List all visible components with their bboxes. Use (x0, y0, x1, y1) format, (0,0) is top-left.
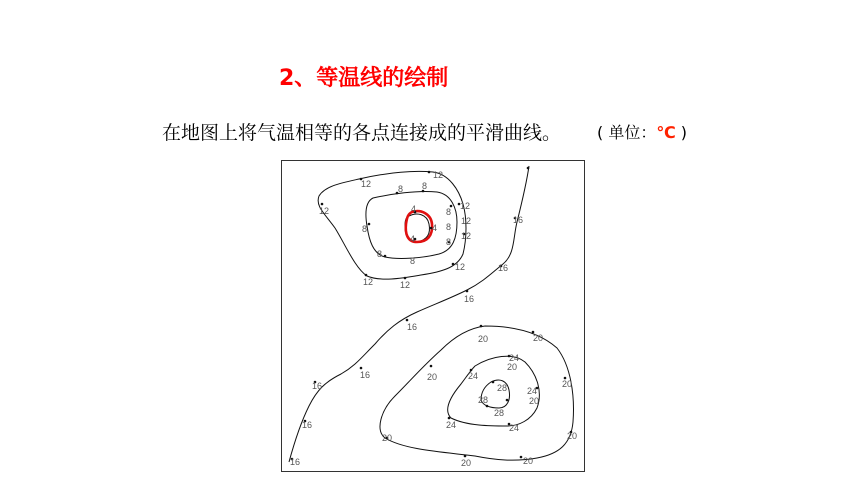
isotherm-label: 12 (363, 277, 374, 287)
unit-suffix: ) (675, 123, 688, 142)
isotherm-label: 12 (319, 206, 330, 216)
isotherm-label: 20 (461, 458, 472, 468)
isotherm-label: 12 (433, 170, 444, 180)
isotherm-label: 16 (290, 457, 301, 467)
station-point (360, 367, 363, 370)
isotherm-label: 24 (509, 423, 520, 433)
isotherm-label: 16 (498, 263, 509, 273)
station-point (404, 277, 407, 280)
isotherm-label: 20 (478, 334, 489, 344)
isotherm-label: 20 (567, 431, 578, 441)
isotherm-label: 24 (446, 420, 457, 430)
station-point (486, 405, 489, 408)
isotherm-label: 12 (460, 201, 471, 211)
isotherm-label: 16 (407, 322, 418, 332)
isotherm-label: 12 (461, 231, 472, 241)
station-point (430, 365, 433, 368)
isotherm-label: 4 (432, 223, 438, 233)
isotherm-label: 4 (411, 204, 417, 214)
station-point (527, 167, 530, 170)
station-point (520, 456, 523, 459)
isotherm-label: 8 (410, 256, 416, 266)
isotherm-label: 8 (446, 237, 452, 247)
isotherm-label: 8 (398, 184, 404, 194)
isotherm-map (281, 160, 585, 472)
station-point (384, 255, 387, 258)
station-point (452, 263, 455, 266)
station-point (368, 223, 371, 226)
isotherm-label: 12 (455, 262, 466, 272)
station-point (406, 319, 409, 322)
isotherm-label: 24 (468, 371, 479, 381)
isotherm-label: 28 (494, 408, 505, 418)
isotherm-label: 16 (360, 370, 371, 380)
isotherm-label: 28 (497, 383, 508, 393)
station-point (428, 171, 431, 174)
isotherm-label: 20 (533, 333, 544, 343)
isotherm-label: 8 (362, 224, 368, 234)
unit-prefix: ( 单位： (597, 123, 657, 142)
isotherm-label: 20 (382, 433, 393, 443)
isotherm-label: 20 (529, 396, 540, 406)
station-point (480, 325, 483, 328)
isotherm-label: 16 (513, 215, 524, 225)
definition-text: 在地图上将气温相等的各点连接成的平滑曲线。 (162, 122, 562, 144)
isotherm-label: 8 (377, 249, 383, 259)
isotherm-label: 20 (427, 372, 438, 382)
isotherm-label: 8 (422, 181, 428, 191)
isotherm-label: 20 (523, 456, 534, 466)
isotherm-label: 24 (527, 386, 538, 396)
isotherm-label: 24 (509, 353, 520, 363)
station-point (506, 399, 509, 402)
celsius-symbol: ℃ (656, 123, 676, 142)
station-point (365, 274, 368, 277)
isotherm-label: 16 (312, 381, 323, 391)
unit-note (597, 120, 687, 143)
isotherm-label: 8 (446, 207, 452, 217)
isotherm-label: 16 (464, 294, 475, 304)
isotherm-label: 20 (507, 362, 518, 372)
station-point (448, 417, 451, 420)
station-point (464, 455, 467, 458)
isotherm-label: 12 (361, 179, 372, 189)
isotherm-label: 12 (461, 216, 472, 226)
station-point (321, 203, 324, 206)
isotherm-label: 28 (478, 395, 489, 405)
isotherm-label: 4 (410, 234, 416, 244)
isotherm-label: 20 (562, 379, 573, 389)
isotherm-label: 12 (400, 280, 411, 290)
station-point (492, 381, 495, 384)
station-point (466, 290, 469, 293)
isotherm-label: 16 (302, 420, 313, 430)
section-heading: 2、等温线的绘制 (279, 66, 449, 91)
isotherm-label: 8 (446, 222, 452, 232)
